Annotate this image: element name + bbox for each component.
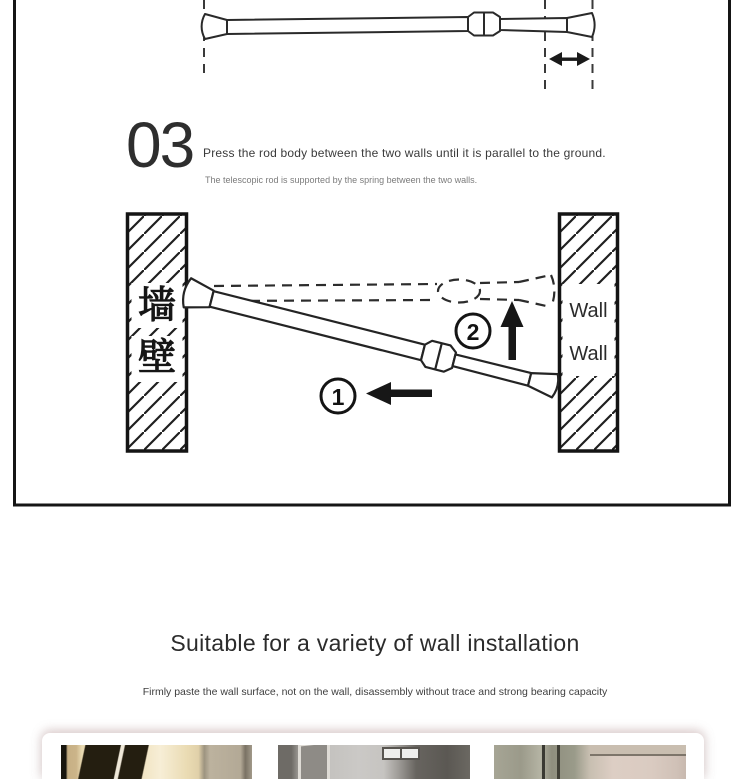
section-subheading: Firmly paste the wall surface, not on the wall, disassembly without trace and strong bearing capacity xyxy=(142,686,608,698)
photo-shower-room xyxy=(494,745,686,779)
photo-warm-hallway xyxy=(61,745,252,779)
step-marker-1: 1 xyxy=(331,384,345,410)
section-heading: Suitable for a variety of wall installation xyxy=(170,630,580,656)
step-marker-2: 2 xyxy=(466,319,480,345)
ceiling-light-shape xyxy=(382,747,420,760)
glass-frame-line-2 xyxy=(557,745,560,779)
glass-frame-line-1 xyxy=(542,745,545,779)
wall-band-line xyxy=(590,754,686,756)
rod-right-cap xyxy=(567,13,595,37)
door-frame-shape xyxy=(298,745,330,779)
diagram-border-box xyxy=(15,0,730,505)
right-wall-label-top: Wall xyxy=(569,300,608,322)
step-subtitle: The telescopic rod is supported by the spring between the two walls. xyxy=(205,175,478,185)
left-wall xyxy=(128,214,187,451)
right-wall-label-bottom: Wall xyxy=(569,343,608,365)
rod-thin-section xyxy=(500,18,567,32)
photo-gray-bathroom-corridor xyxy=(278,745,470,779)
left-wall-label-top: 墙 xyxy=(137,285,176,327)
left-wall-label-bottom: 壁 xyxy=(137,337,176,379)
step-title: Press the rod body between the two walls until it is parallel to the ground. xyxy=(203,146,606,160)
step-number: 03 xyxy=(126,109,194,181)
wall-band-shape xyxy=(590,745,686,754)
rod-body xyxy=(227,17,468,34)
